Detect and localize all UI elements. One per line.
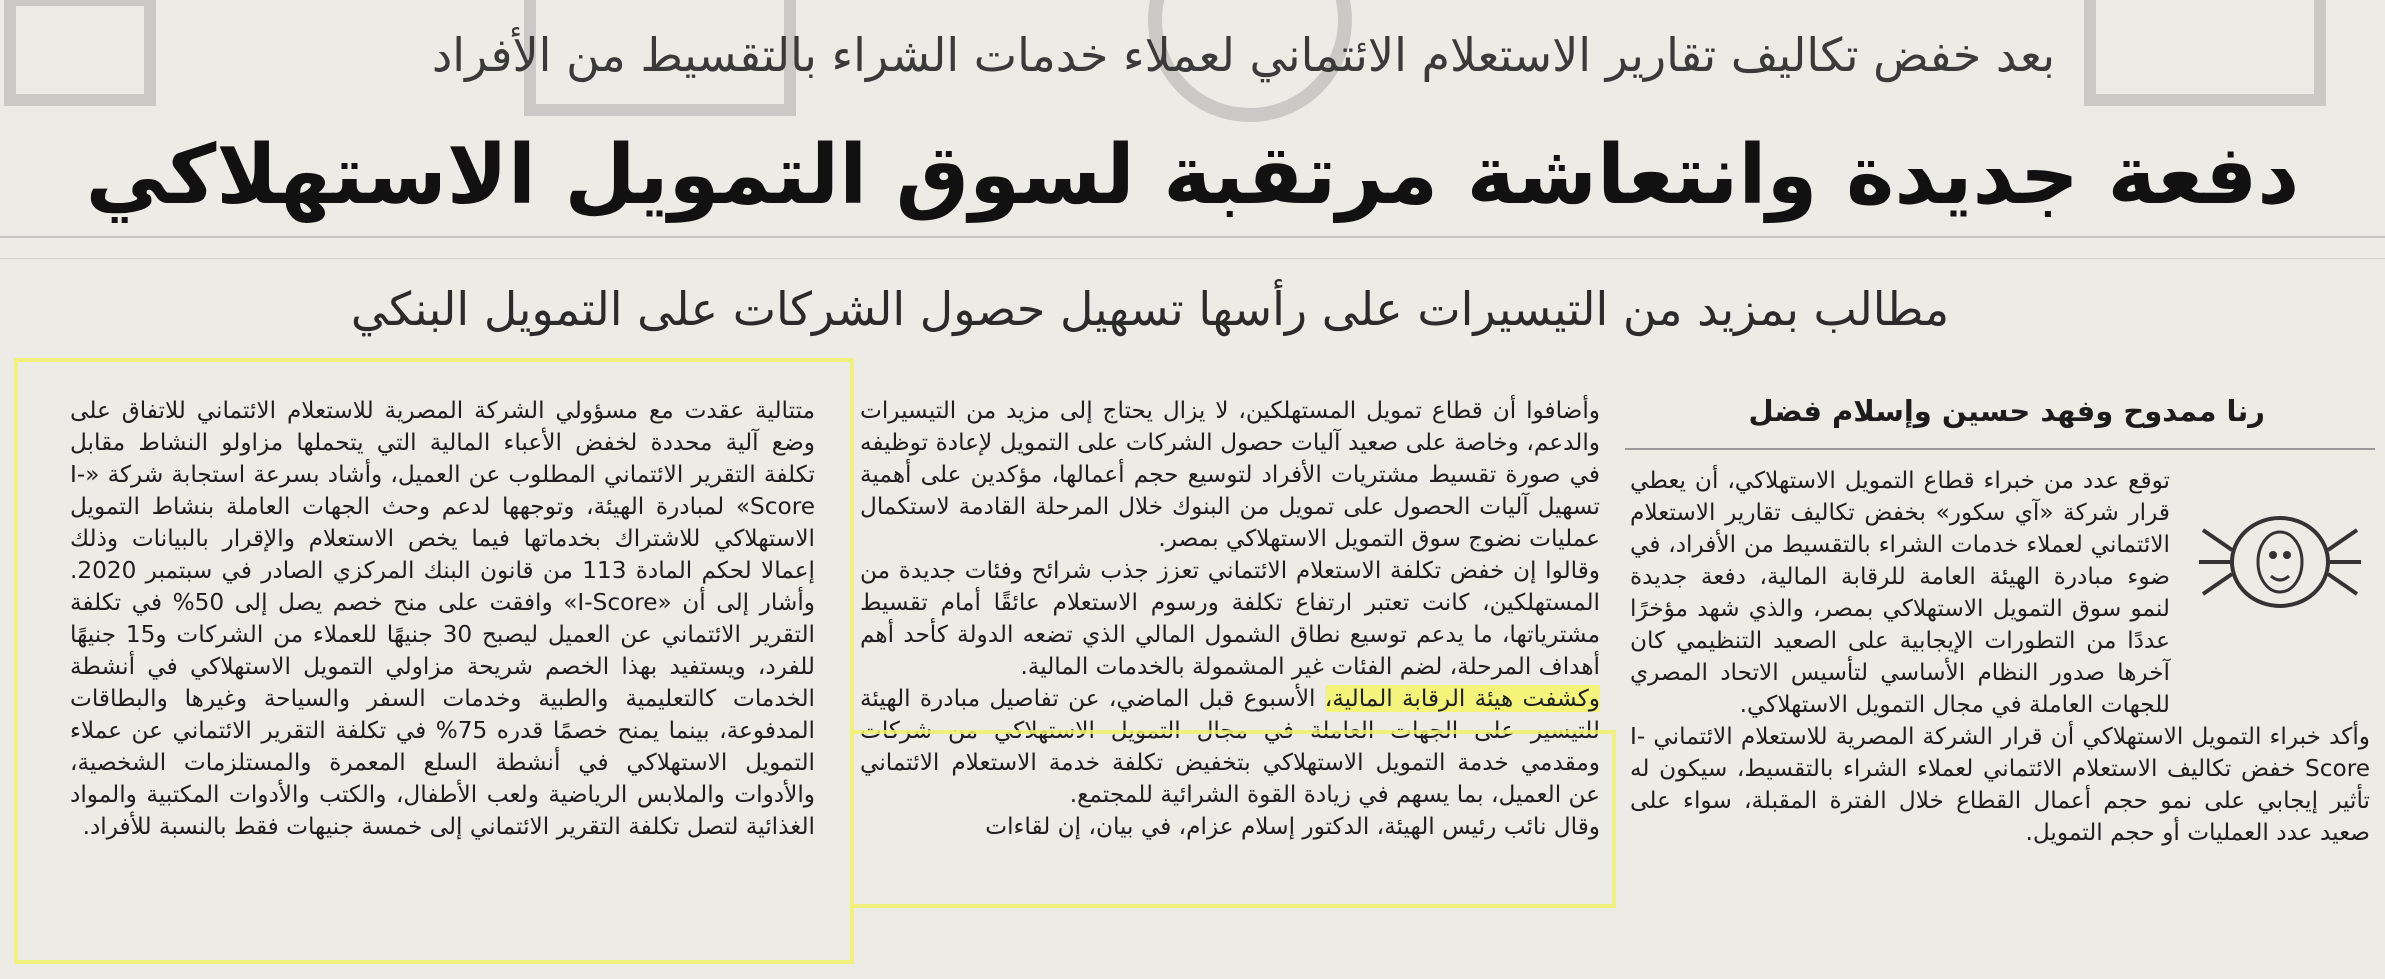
article-kicker: بعد خفض تكاليف تقارير الاستعلام الائتماني لعملاء خدمات الشراء بالتقسيط من الأفراد (431, 28, 2055, 82)
paragraph: توقع عدد من خبراء قطاع التمويل الاستهلاكي، أن يعطي قرار شركة «آي سكور» بخفض تكاليف تقارير الاستعلام الائتماني لعملاء خدمات الشراء بالتقسيط من الأفراد، في ضوء مبادرة الهيئة العامة للرقابة المالية، دفعة جديدة لنمو سوق التمويل الاستهلاكي بمصر، والذي شهد مؤخرًا عددًا من التطورات الإيجابية على الصعيد التنظيمي كان آخرها صدور النظام الأساسي لتأسيس الاتحاد المصري للجهات العاملة في مجال التمويل الاستهلاكي. (1630, 467, 2170, 718)
paragraph: وأكد خبراء التمويل الاستهلاكي أن قرار الشركة المصرية للاستعلام الائتماني I-Score خفض تكاليف الاستعلام الائتماني لعملاء الشراء بالتقسيط، سيكون له تأثير إيجابي على نمو حجم أعمال القطاع خلال الفترة المقبلة، سواء على صعيد عدد العمليات أو حجم التمويل. (1630, 723, 2370, 846)
folio-strip (0, 236, 2385, 259)
article-subheadline: مطالب بمزيد من التيسيرات على رأسها تسهيل حصول الشركات على التمويل البنكي (350, 282, 1950, 336)
paragraph: وأضافوا أن قطاع تمويل المستهلكين، لا يزال يحتاج إلى مزيد من التيسيرات والدعم، وخاصة على صعيد آليات حصول الشركات على التمويل لإعادة توظيفه في صورة تقسيط مشتريات الأفراد لتوسيع حجم أعمالها، مؤكدين على أهمية تسهيل آليات الحصول على تمويل من البنوك خلال المرحلة القادمة لاستكمال عمليات نضوج سوق التمويل الاستهلاكي بمصر. (860, 397, 1600, 552)
article-column-right (1630, 465, 2370, 849)
paragraph: وقال نائب رئيس الهيئة، الدكتور إسلام عزام، في بيان، إن لقاءات (985, 813, 1600, 840)
article-byline: رنا ممدوح وفهد حسين وإسلام فضل (1748, 394, 2265, 428)
highlighted-text: وكشفت هيئة الرقابة المالية، (1324, 685, 1600, 712)
article-column-left (70, 395, 815, 843)
paragraph: متتالية عقدت مع مسؤولي الشركة المصرية للاستعلام الائتماني للاتفاق على وضع آلية محددة لخفض الأعباء المالية التي يتحملها مزاولو النشاط مقابل تكلفة التقرير الائتماني المطلوب عن العميل، وأشاد بسرعة استجابة شركة «I-Score» لمبادرة الهيئة، وتوجهها لدعم وحث الجهات العاملة بنشاط التمويل الاستهلاكي للاشتراك بخدماتها فيما يخص الاستعلام والإقرار بالبيانات وذلك إعمالا لحكم المادة 113 من قانون البنك المركزي الصادر في سبتمبر 2020. وأشار إلى أن «I-Score» وافقت على منح خصم يصل إلى 50% في تكلفة التقرير الائتماني عن العميل ليصبح 30 جنيهًا للعملاء من الشركات و15 جنيهًا للفرد، ويستفيد بهذا الخصم شريحة مزاولي التمويل الاستهلاكي في أنشطة الخدمات كالتعليمية والطبية وخدمات السفر والسياحة وغيرها والبطاقات المدفوعة، بينما يمنح خصمًا قدره 75% في تكلفة التقرير الائتماني عن عملاء التمويل الاستهلاكي في أنشطة السلع المعمرة والمستلزمات الشخصية، والأدوات والملابس الرياضية ولعب الأطفال، والكتب والأدوات المكتبية والمواد الغذائية لتصل تكلفة التقرير الائتماني إلى خمسة جنيهات فقط بالنسبة للأفراد. (70, 397, 816, 840)
article-headline: دفعة جديدة وانتعاشة مرتقبة لسوق التمويل الاستهلاكي (85, 128, 2300, 223)
paragraph-text: الأسبوع قبل الماضي، عن تفاصيل مبادرة الهيئة للتيسير على الجهات العاملة في مجال التمويل الاستهلاكي من شركات ومقدمي خدمة التمويل الاستهلاكي بتخفيض تكلفة خدمة الاستعلام الائتماني عن العميل، بما يسهم في زيادة القوة الشرائية للمجتمع. (860, 685, 1600, 808)
paragraph: وقالوا إن خفض تكلفة الاستعلام الائتماني تعزز جذب شرائح وفئات جديدة من المستهلكين، كانت تعتبر ارتفاع تكلفة ورسوم الاستعلام عائقًا أمام تقسيط مشترياتها، ما يدعم توسيع نطاق الشمول المالي الذي تضعه الدولة كأحد أهم أهداف المرحلة، لضم الفئات غير المشمولة بالخدمات المالية. (860, 557, 1600, 680)
byline-divider (1625, 448, 2375, 450)
paragraph (860, 683, 1600, 811)
article-column-middle (860, 395, 1600, 843)
